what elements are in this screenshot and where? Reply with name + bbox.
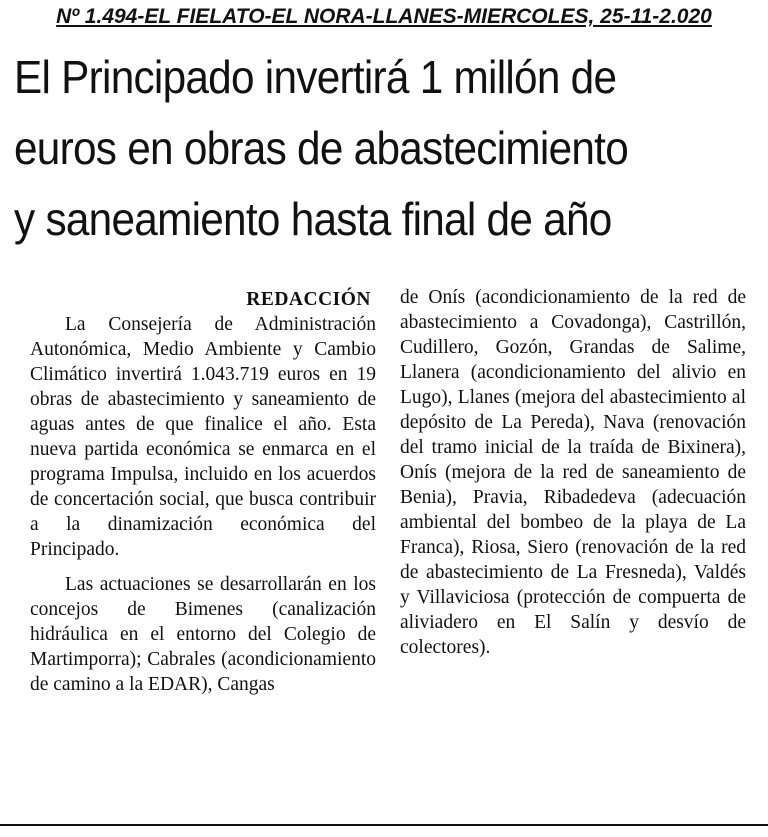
issue-header: [0, 0, 768, 34]
article-paragraph-2-start: Las actuaciones se desarrollarán en los concejos de Bimenes (canalización hidráulica en el entorno del Colegio de Martimporra); Cabrales (acondicionamiento de camino a la EDAR), Cangas: [30, 574, 376, 695]
byline: REDACCIÓN: [246, 289, 371, 310]
article-paragraph-1: La Consejería de Administración Autonómica, Medio Ambiente y Cambio Climático invertirá 1.043.719 euros en 19 obras de abastecimiento y saneamiento de aguas antes de que finalice el año. Esta nueva partida económica se enmarca en el programa Impulsa, incluido en los acuerdos de concertación social, que busca contribuir a la dinamización económica del Principado.: [30, 314, 376, 560]
headline-line-3: y saneamiento hasta final de año: [14, 193, 612, 245]
article-paragraph-2-continued: de Onís (acondicionamiento de la red de abastecimiento a Covadonga), Castrillón, Cudillero, Gozón, Grandas de Salime, Llanera (acondicionamiento del alivio en Lugo), Llanes (mejora del abastecimiento al depósito de La Pereda), Nava (renovación del tramo inicial de la traída de Bixinera), Onís (mejora de la red de saneamiento de Benia), Pravia, Ribadedeva (adecuación ambiental del bombeo de la playa de La Franca), Riosa, Siero (renovación de la red de abastecimiento de La Fresneda), Valdés y Villaviciosa (protección de compuerta de aliviadero en El Salín y desvío de colectores).: [400, 287, 746, 658]
article-column-left: [30, 287, 376, 697]
headline: [14, 42, 702, 255]
article-column-right: [400, 285, 746, 660]
issue-line: Nº 1.494-EL FIELATO-EL NORA-LLANES-MIERCOLES, 25-11-2.020: [56, 5, 712, 28]
bottom-rule: [0, 824, 768, 826]
headline-line-1: El Principado invertirá 1 millón de: [14, 51, 617, 103]
headline-line-2: euros en obras de abastecimiento: [14, 122, 628, 174]
